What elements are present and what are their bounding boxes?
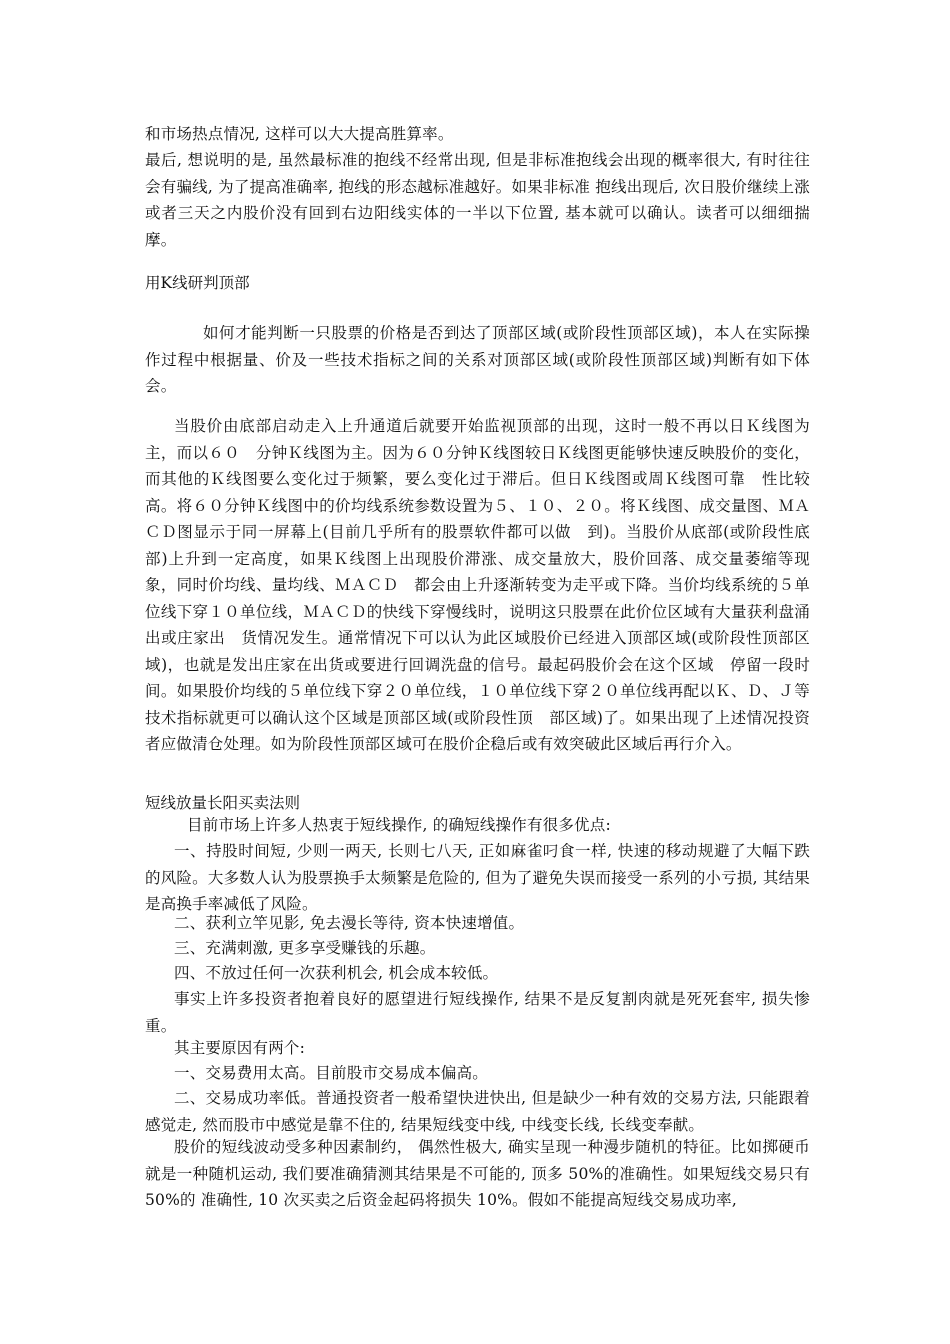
paragraph-random-walk: 股价的短线波动受多种因素制约， 偶然性极大, 确实呈现一种漫步随机的特征。比如掷硬币就是一种随机运动, 我们要准确猜测其结果是不可能的, 顶多 50%的准确性。如果短线交易只有 50%的 准确性, 10 次买卖之后资金起码将损失 10%。假如不能提高短线交易成功率, <box>145 1138 810 1209</box>
paragraph-top-monitoring: 当股价由底部启动走入上升通道后就要开始监视顶部的出现，这时一般不再以日Ｋ线图为主，而以６０ 分钟Ｋ线图为主。因为６０分钟Ｋ线图较日Ｋ线图更能够快速反映股价的变化，而其他的Ｋ线图要么变化过于频繁，要么变化过于滞后。但日Ｋ线图或周Ｋ线图可靠 性比较高。将６０分钟Ｋ线图中的价均线系统参数设置为５、１０、２０。将Ｋ线图、成交量图、ＭＡＣＤ图显示于同一屏幕上(目前几乎所有的股票软件都可以做 到)。当股价从底部(或阶段性底部)上升到一定高度，如果Ｋ线图上出现股价滞涨、成交量放大，股价回落、成交量萎缩等现象，同时价均线、量均线、ＭＡＣＤ 都会由上升逐渐转变为走平或下降。当价均线系统的５单位线下穿１０单位线，ＭＡＣＤ的快线下穿慢线时，说明这只股票在此价位区域有大量获利盘涌出或庄家出 货情况发生。通常情况下可以认为此区域股价已经进入顶部区域(或阶段性顶部区域)，也就是发出庄家在出货或要进行回调洗盘的信号。最起码股价会在这个区域 停留一段时间。如果股价均线的５单位线下穿２０单位线，１０单位线下穿２０单位线再配以Ｋ、Ｄ、Ｊ等技术指标就更可以确认这个区域是顶部区域(或阶段性顶 部区域)了。如果出现了上述情况投资者应做清仓处理。如为阶段性顶部区域可在股价企稳后或有效突破此区域后再行介入。 <box>145 417 810 753</box>
section-heading-k-line-top: 用K线研判顶部 <box>145 274 250 292</box>
list-item-reason-2: 二、交易成功率低。普通投资者一般希望快进快出, 但是缺少一种有效的交易方法, 只能跟着感觉走, 然而股市中感觉是靠不住的, 结果短线变中线, 中线变长线, 长线变奉献。 <box>145 1089 810 1134</box>
paragraph-market-hotspot: 和市场热点情况, 这样可以大大提高胜算率。 <box>145 125 454 143</box>
paragraph-final-note: 最后, 想说明的是, 虽然最标准的抱线不经常出现, 但是非标准抱线会出现的概率很大, 有时往往会有骗线, 为了提高准确率, 抱线的形态越标准越好。如果非标准 抱线出现后, 次日股价继续上涨或者三天之内股价没有回到右边阳线实体的一半以下位置, 基本就可以确认。读者可以细细揣摩。 <box>145 151 810 249</box>
list-item-advantage-2: 二、获利立竿见影, 免去漫长等待, 资本快速增值。 <box>174 914 525 932</box>
paragraph-short-line-advantages: 目前市场上许多人热衷于短线操作, 的确短线操作有很多优点: <box>187 816 611 834</box>
list-item-advantage-1: 一、持股时间短, 少则一两天, 长则七八天, 正如麻雀叼食一样, 快速的移动规避了大幅下跌的风险。大多数人认为股票换手太频繁是危险的, 但为了避免失误而接受一系列的小亏损, 其结果是高换手率减低了风险。 <box>145 842 810 913</box>
section-heading-short-line-rule: 短线放量长阳买卖法则 <box>145 794 301 812</box>
paragraph-reality: 事实上许多投资者抱着良好的愿望进行短线操作, 结果不是反复割肉就是死死套牢, 损失惨重。 <box>145 990 810 1035</box>
list-item-advantage-4: 四、不放过任何一次获利机会, 机会成本较低。 <box>174 964 499 982</box>
list-item-reason-1: 一、交易费用太高。目前股市交易成本偏高。 <box>174 1064 489 1082</box>
paragraph-main-reasons: 其主要原因有两个: <box>174 1039 306 1057</box>
list-item-advantage-3: 三、充满刺激, 更多享受赚钱的乐趣。 <box>174 939 436 957</box>
paragraph-top-judgement-intro: 如何才能判断一只股票的价格是否到达了顶部区域(或阶段性顶部区域)，本人在实际操作过程中根据量、价及一些技术指标之间的关系对顶部区域(或阶段性顶部区域)判断有如下体会。 <box>145 324 810 395</box>
